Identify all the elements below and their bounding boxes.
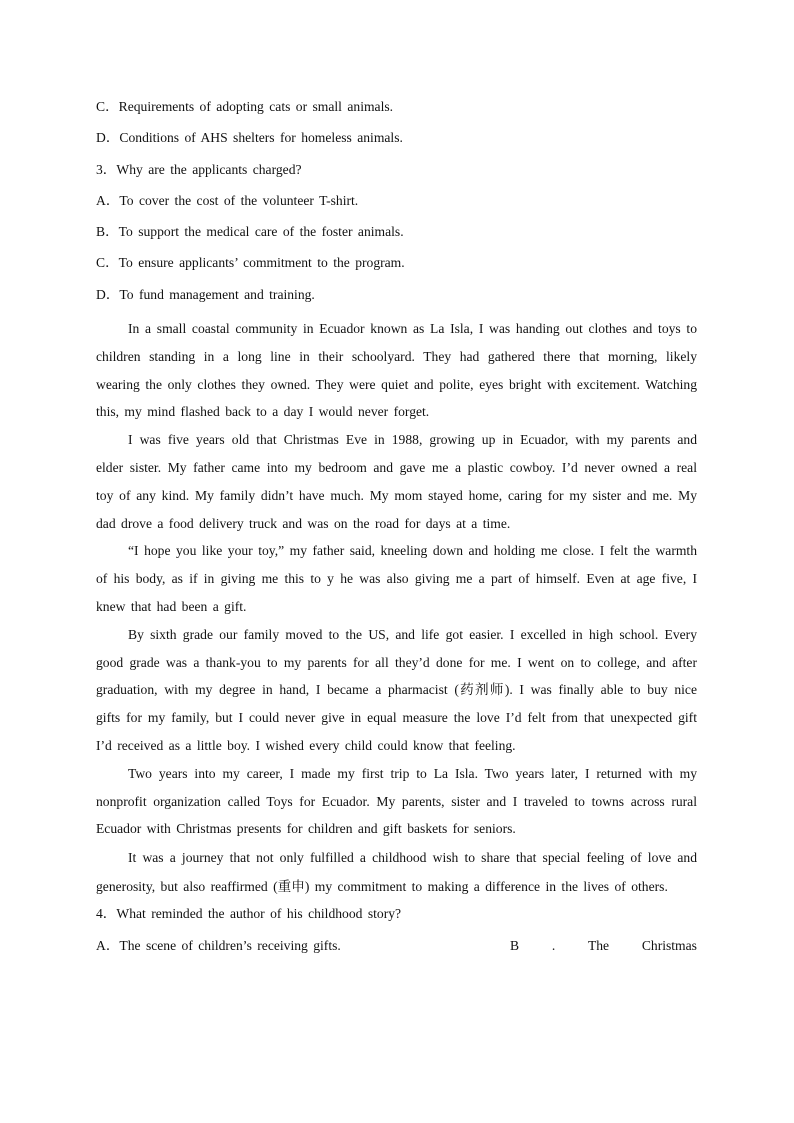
option-c-q2: C．Requirements of adopting cats or small animals. [96,99,394,114]
question-4-options-row [96,935,697,966]
option-b-word-2: Christmas [641,937,697,953]
option-d-q2: D．Conditions of AHS shelters for homeless animals. [96,130,403,146]
page-content [96,96,697,966]
question-3-option-b: B．To support the medical care of the foster animals. [96,224,404,240]
question-3-stem: 3．Why are the applicants charged? [96,161,302,177]
passage-paragraph-6: It was a journey that not only fulfilled a childhood wish to share that special feeling of love and generosity, but also reaffirmed (重申) my commitment to making a difference in the lives of others. [96,850,697,895]
option-b-dot: . [551,937,556,953]
option-b-letter: B [510,937,520,953]
question-4-option-b [510,935,697,957]
passage-paragraph-2: I was five years old that Christmas Eve in 1988, growing up in Ecuador, with my parents and elder sister. My father came into my bedroom and gave me a plastic cowboy. I’d never owned a real toy of any kind. My family didn’t have much. My mom stayed home, caring for my sister and me. My dad drove a food delivery truck and was on the road for days at a time. [96,432,697,531]
passage-paragraph-4: By sixth grade our family moved to the US, and life got easier. I excelled in high school. Every good grade was a thank-you to my parents for all they’d done for me. I went on to college, and after graduation, with my degree in hand, I became a pharmacist (药剂师). I was finally able to buy nice gifts for my family, but I could never give in equal measure the love I’d felt from that unexpected gift I’d received as a little boy. I wished every child could know that feeling. [96,626,697,754]
passage-paragraph-1: In a small coastal community in Ecuador known as La Isla, I was handing out clothes and toys to children standing in a long line in their schoolyard. They had gathered there that morning, likely wearing the only clothes they owned. They were quiet and polite, eyes bright with excitement. Watching this, my mind flashed back to a day I would never forget. [96,321,697,420]
passage-paragraph-5: Two years into my career, I made my first trip to La Isla. Two years later, I returned with my nonprofit organization called Toys for Ecuador. My parents, sister and I traveled to towns across rural Ecuador with Christmas presents for children and gift baskets for seniors. [96,765,697,837]
question-4-stem: 4．What reminded the author of his childhood story? [96,906,402,922]
question-3-option-a: A．To cover the cost of the volunteer T-shirt. [96,192,359,208]
question-3-option-d: D．To fund management and training. [96,286,315,302]
question-3-option-c: C．To ensure applicants’ commitment to the program. [96,255,405,271]
question-4-option-a: A．The scene of children’s receiving gifts. [96,937,341,953]
option-b-word-1: The [587,937,610,953]
passage-paragraph-3: “I hope you like your toy,” my father said, kneeling down and holding me close. I felt the warmth of his body, as if in giving me this to y he was also giving me a part of himself. Even at age five, I knew that had been a gift. [96,543,697,615]
